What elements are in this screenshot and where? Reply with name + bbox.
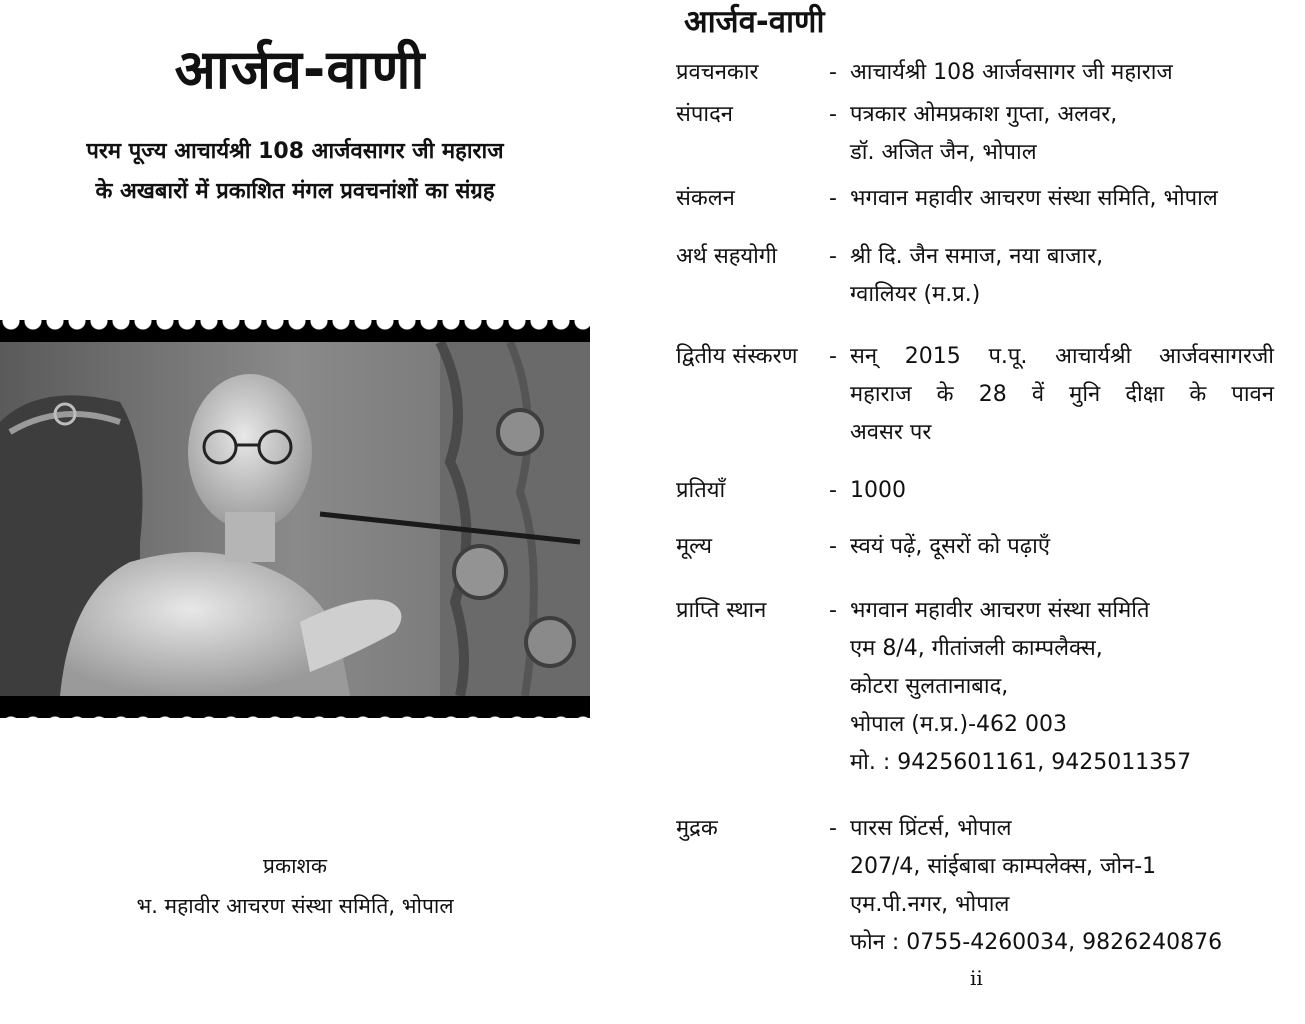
book-title: आर्जव-वाणी (174, 38, 426, 101)
row-value (850, 238, 1274, 314)
imprint-title: आर्जव-वाणी (684, 4, 825, 40)
row-dash: - (829, 186, 837, 211)
row-value-line: अवसर पर (850, 420, 932, 445)
row-value-line: एम.पी.नगर, भोपाल (850, 892, 1010, 917)
row-value (850, 528, 1274, 566)
subtitle-line-1: परम पूज्य आचार्यश्री 108 आर्जवसागर जी महाराज (86, 139, 504, 164)
filmstrip-frame (0, 320, 590, 718)
row-label: प्राप्ति स्थान (676, 598, 767, 623)
monk-photo (0, 342, 590, 696)
publisher-block (0, 846, 590, 926)
row-value-line: महाराज के 28 वें मुनि दीक्षा के पावन (850, 382, 1274, 407)
row-value (850, 338, 1274, 452)
row-value-line: एम 8/4, गीतांजली काम्पलैक्स, (850, 636, 1103, 661)
row-value-line: पत्रकार ओमप्रकाश गुप्ता, अलवर, (850, 102, 1118, 127)
row-value (850, 472, 1274, 510)
row-dash: - (829, 534, 837, 559)
row-value (850, 810, 1274, 962)
row-label: मुद्रक (676, 816, 718, 841)
row-value-line: फोन : 0755-4260034, 9826240876 (850, 930, 1223, 955)
row-dash: - (829, 102, 837, 127)
row-value-line: आचार्यश्री 108 आर्जवसागर जी महाराज (850, 60, 1173, 85)
row-label: मूल्य (676, 534, 712, 559)
row-value-line: 1000 (850, 478, 906, 503)
publisher-label: प्रकाशक (263, 854, 327, 878)
row-value-line: कोटरा सुलतानाबाद, (850, 674, 1009, 699)
row-value (850, 180, 1274, 218)
row-value-line: भगवान महावीर आचरण संस्था समिति, भोपाल (850, 186, 1218, 211)
row-label: प्रवचनकार (676, 60, 759, 85)
row-value-line: भोपाल (म.प्र.)-462 003 (850, 712, 1068, 737)
row-value (850, 54, 1274, 92)
row-dash: - (829, 598, 837, 623)
film-perforations-bottom (0, 708, 590, 726)
book-subtitle (0, 132, 590, 212)
row-dash: - (829, 816, 837, 841)
row-label: द्वितीय संस्करण (676, 344, 798, 369)
row-dash: - (829, 244, 837, 269)
row-value-line: स्वयं पढ़ें, दूसरों को पढ़ाएँ (850, 534, 1050, 559)
row-label: संकलन (676, 186, 735, 211)
left-page (0, 0, 600, 1024)
row-value (850, 96, 1274, 172)
subtitle-line-2: के अखबारों में प्रकाशित मंगल प्रवचनांशों का संग्रह (95, 179, 495, 204)
row-value-line: ग्वालियर (म.प्र.) (850, 282, 981, 307)
row-label: संपादन (676, 102, 733, 127)
row-value-line: डॉ. अजित जैन, भोपाल (850, 140, 1037, 165)
row-value-line: मो. : 9425601161, 9425011357 (850, 750, 1192, 775)
row-label: अर्थ सहयोगी (676, 244, 777, 269)
row-value-line: श्री दि. जैन समाज, नया बाजार, (850, 244, 1104, 269)
row-value-line: 207/4, सांईबाबा काम्पलेक्स, जोन-1 (850, 854, 1157, 879)
row-value-line: सन् 2015 प.पू. आचार्यश्री आर्जवसागरजी (850, 344, 1274, 369)
monk-photo-illustration (0, 342, 590, 696)
row-dash: - (829, 344, 837, 369)
row-value-line: पारस प्रिंटर्स, भोपाल (850, 816, 1012, 841)
film-perforations-top (0, 312, 590, 330)
row-dash: - (829, 478, 837, 503)
row-value-line: भगवान महावीर आचरण संस्था समिति (850, 598, 1150, 623)
row-label: प्रतियाँ (676, 478, 726, 503)
publisher-name: भ. महावीर आचरण संस्था समिति, भोपाल (136, 894, 454, 918)
row-value (850, 592, 1274, 782)
right-page (640, 0, 1305, 1024)
row-dash: - (829, 60, 837, 85)
page-number: ii (970, 966, 983, 990)
